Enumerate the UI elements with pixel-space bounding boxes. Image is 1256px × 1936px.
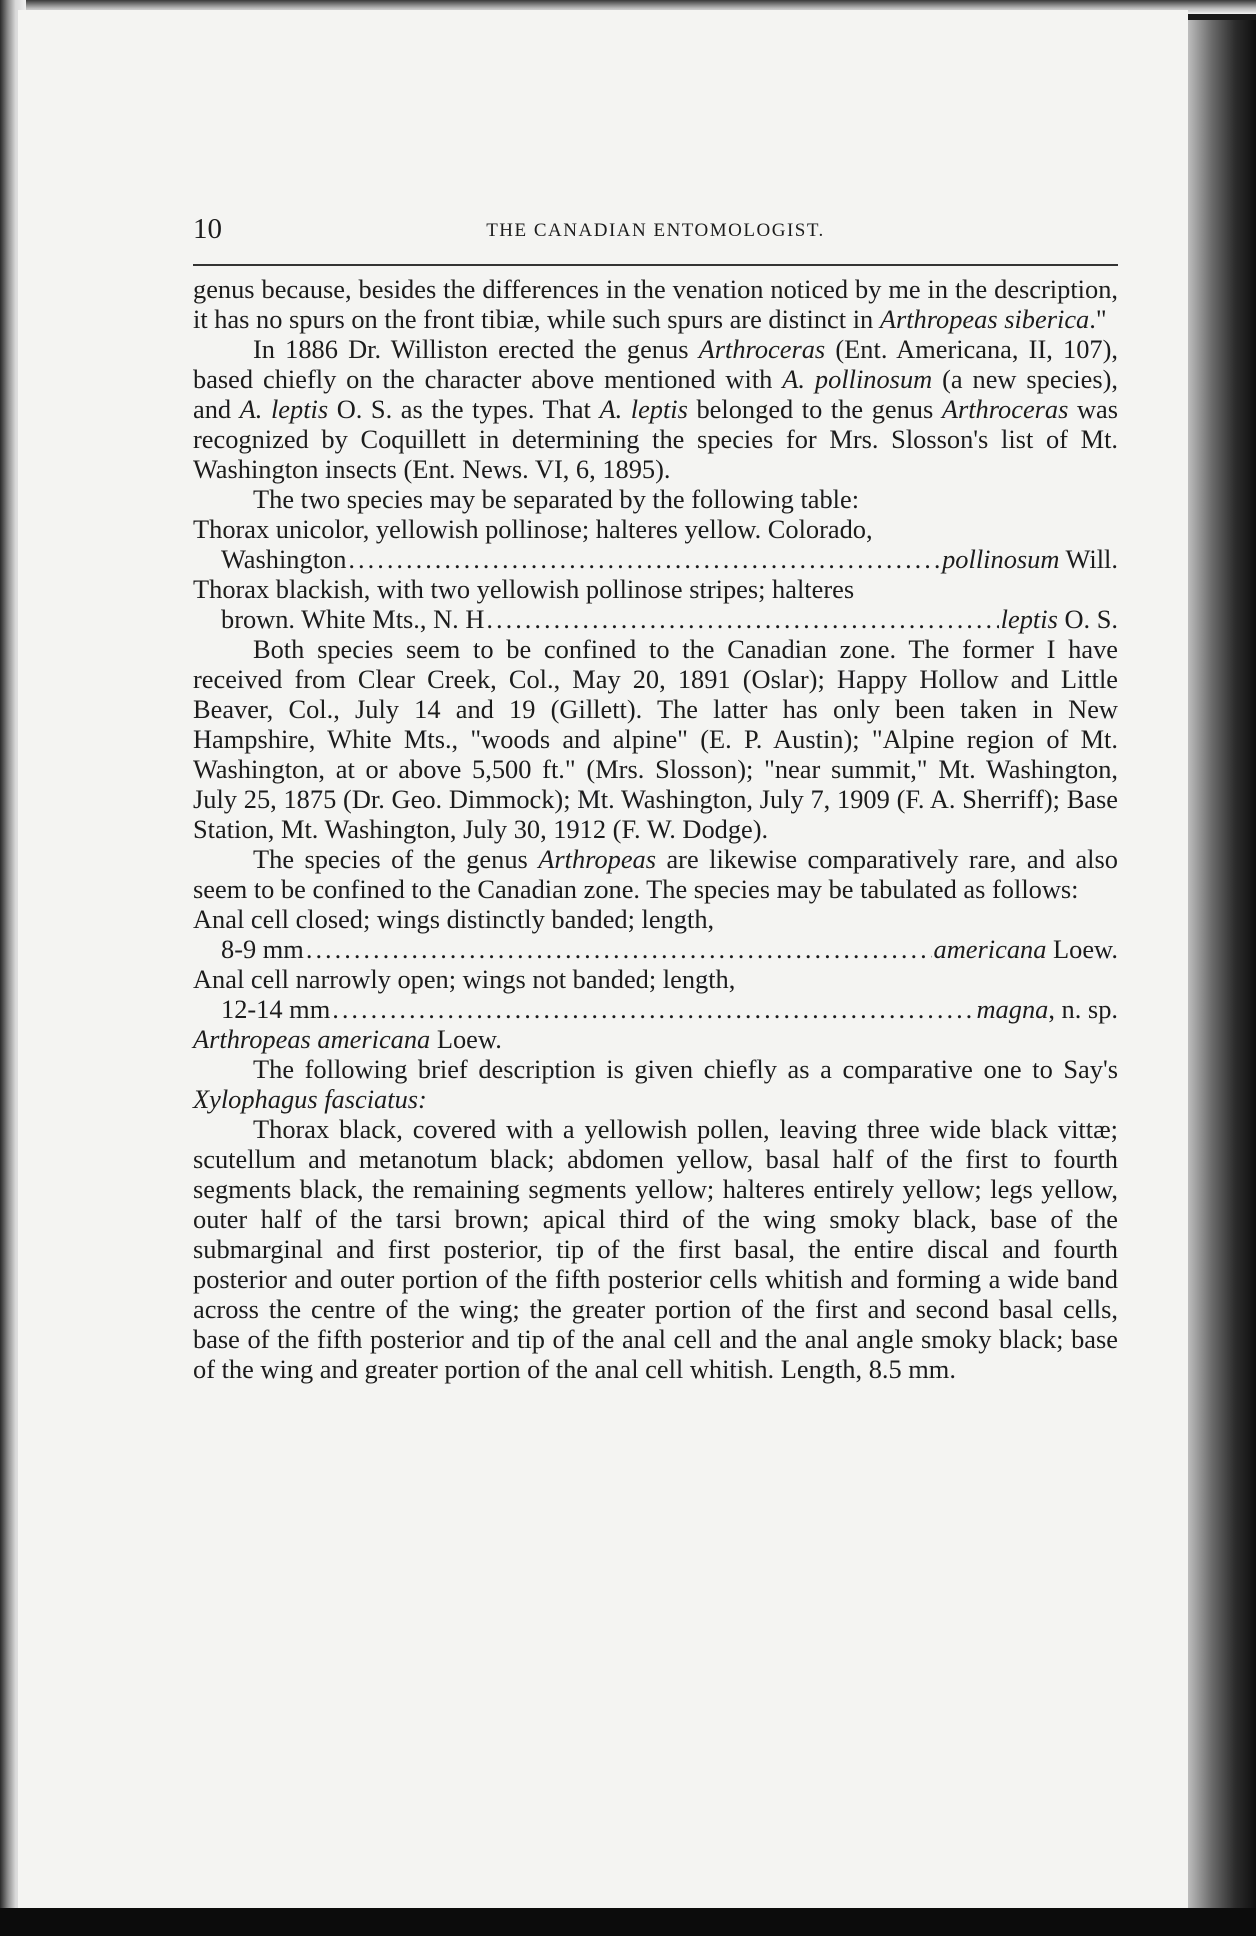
scan-border-bottom <box>0 1908 1256 1936</box>
paragraph-distribution: Both species seem to be confined to the Canadian zone. The former I have received from Clear Creek, Col., May 20, 1891 (Oslar); Happy Hollow and Little Beaver, Col., July 14 and 19 (Gillett). The latter has only been taken in New Hampshire, White Mts., "woods and alpine" (E. P. Austin); "Alpine region of Mt. Washington, at or above 5,500 ft." (Mrs. Slosson); "near summit," Mt. Washington, July 25, 1875 (Dr. Geo. Dimmock); Mt. Washington, July 7, 1909 (F. A. Sherriff); Base Station, Mt. Washington, July 30, 1912 (F. W. Dodge). <box>193 634 1118 844</box>
key-line: Anal cell narrowly open; wings not banded; length, <box>193 964 736 994</box>
key-line: Thorax blackish, with two yellowish pollinose stripes; halteres <box>193 574 855 604</box>
key-line: brown. White Mts., N. H ..... leptis O. S. <box>193 604 1118 634</box>
key-line: Anal cell closed; wings distinctly banded; length, <box>193 904 715 934</box>
page-gutter-shadow <box>1188 20 1256 1920</box>
species-key-arthroceras <box>193 514 1118 634</box>
paragraph-williston: In 1886 Dr. Williston erected the genus Arthroceras (Ent. Americana, II, 107), based chiefly on the character above mentioned with A. pollinosum (a new species), and A. leptis O. S. as the types. That A. leptis belonged to the genus Arthroceras was recognized by Coquillett in determining the species for Mrs. Slosson's list of Mt. Washington insects (Ent. News. VI, 6, 1895). <box>193 334 1119 484</box>
running-title: THE CANADIAN ENTOMOLOGIST. <box>486 220 825 241</box>
paragraph-description: Thorax black, covered with a yellowish pollen, leaving three wide black vittæ; scutellum and metanotum black; abdomen yellow, basal half of the first to fourth segments black, the remaining segments yellow; halteres entirely yellow; legs yellow, outer half of the tarsi brown; apical third of the wing smoky black, base of the submarginal and first posterior, tip of the first basal, the entire discal and fourth posterior and outer portion of the fifth posterior cells whitish and forming a wide band across the centre of the wing; the greater portion of the first and second basal cells, base of the fifth posterior and tip of the anal cell and the anal angle smoky black; base of the wing and greater portion of the anal cell whitish. Length, 8.5 mm. <box>193 1114 1118 1384</box>
key-line: Washington ..... pollinosum Will. <box>193 544 1118 574</box>
paragraph-continuation: genus because, besides the differences in the venation noticed by me in the description, it has no spurs on the front tibiæ, while such spurs are distinct in Arthropeas siberica." <box>193 274 1118 334</box>
leader-dots <box>332 994 974 1024</box>
leader-dots <box>348 544 940 574</box>
article-body <box>193 274 1118 1384</box>
paragraph-comparative: The following brief description is given chiefly as a comparative one to Say's Xylophagus fasciatus: <box>193 1054 1118 1114</box>
page-number: 10 <box>193 213 222 245</box>
species-heading: Arthropeas americana Loew. <box>193 1024 502 1054</box>
paragraph-arthropeas: The species of the genus Arthropeas are likewise comparatively rare, and also seem to be confined to the Canadian zone. The species may be tabulated as follows: <box>193 844 1118 904</box>
key-line: Thorax unicolor, yellowish pollinose; halteres yellow. Colorado, <box>193 514 873 544</box>
leader-dots <box>306 934 932 964</box>
page-header <box>193 213 1118 253</box>
leader-dots <box>486 604 998 634</box>
species-key-arthropeas <box>193 904 1118 1024</box>
key-line: 8-9 mm ..... americana Loew. <box>193 934 1118 964</box>
key-line: 12-14 mm ..... magna, n. sp. <box>193 994 1118 1024</box>
paragraph-table-intro: The two species may be separated by the following table: <box>253 484 860 514</box>
header-rule <box>193 264 1118 266</box>
